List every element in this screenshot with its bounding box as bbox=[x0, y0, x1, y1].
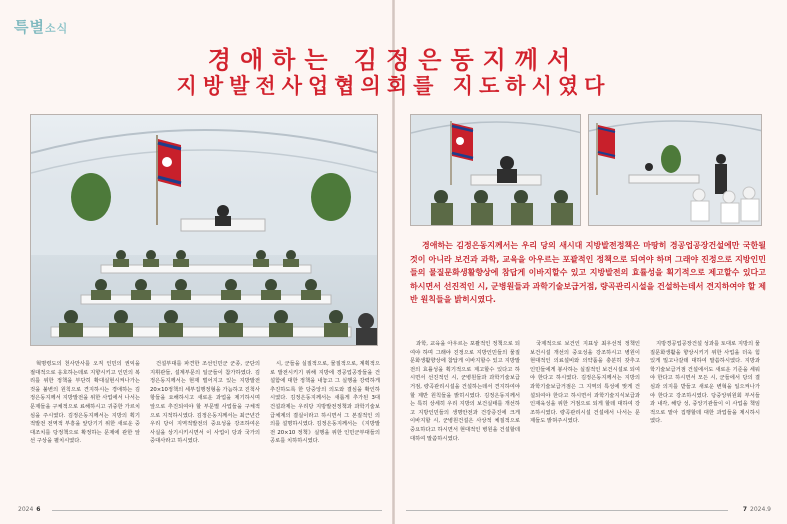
page-number-left: 6 bbox=[36, 506, 41, 513]
section-tag-small: 소식 bbox=[44, 22, 69, 35]
headline-line-1: 경애하는 김정은동지께서 bbox=[207, 46, 580, 74]
body-column-4-text: 과학, 교육을 아우르는 포괄적인 정책으로 되여야 하며 그래야 진정으로 지방인민들의 물질문화생활향상에 참답게 이바지할수 있고 지방발전의 효률성을 획기적으로 제고할수 있다고 하시면서 선진적인 시, 군병원들과 과학기술보급거점, 량곡관리시설을 건설하는데서 견지하여야 할 제반 원칙들을 밝히시였다. 김정은동지께서는 특히 상세히 우리 지방의 보건실태를 개선하고 지방인민들의 생명안전과 건강증진에 크게 이바지할 시, 군병원건설은 사상적 체질적으로 중요하다고 하시면서 현대적인 병원을 건설할데 대하여 말씀하시였다. bbox=[410, 341, 520, 442]
footer-left bbox=[18, 506, 43, 513]
body-column-3 bbox=[270, 360, 380, 498]
body-column-1 bbox=[30, 360, 140, 498]
body-column-1-text: 혁명령도의 천사만사를 오직 인민의 권익을 절대적으로 옹호하는데로 지향시키고 인민의 복리를 위한 정책을 부단히 확대실현시켜나가는 것을 불변의 원칙으로 견지하시는 경애하는 김정은동지께서 지방발전을 위한 사업에서 나서는 문제들을 구체적으로 료해하시고 귀중한 가르치심을 주시였다. 김정은동지께서는 지방의 획기적발전 전역적 부흥을 앞당기기 위한 새로운 중대조치를 당정책으로 확정하는 문제에 관한 앞선 구상을 펼치시였다. bbox=[30, 361, 140, 445]
body-column-5-text: 국제적으로 보건인 지표상 최우선적 정책인 보건시설 개선의 중요성을 강조하시고 병원이 현대적인 의료설비와 의약품을 충분히 갖추고 인민들에게 봉사하는 실질적인 보건시설로 되여야 한다고 하시였다. 김정은동지께서는 지방의 과학기술보급거점은 그 지역의 특성에 맞게 건설되여야 한다고 하시면서 과학기술지식보급과 인재육성을 위한 거점으로 되게 할데 대하여 강조하시였다. 량곡관리시설 건설에서 나서는 문제들도 밝혀주시였다. bbox=[530, 341, 640, 425]
body-column-6-text: 지방경공업공장건설 성과를 토대로 지방의 물질문화생활을 향상시키기 위한 사업을 더욱 힘있게 밀고나갈데 대하여 말씀하시였다. 지방과학기술보급거점 건설에서도 새로운 기준을 세워야 한다고 하시면서 모든 시, 군들에서 당의 결심과 의지를 받들고 새로운 변혁을 일으켜나가야 한다고 강조하시였다. 당중앙위원회 부서들과 내각, 해당 성, 중앙기관들이 이 사업을 책임적으로 맡아 집행할데 대한 과업들을 제시하시였다. bbox=[650, 341, 760, 425]
footer-rule-right bbox=[406, 510, 728, 511]
page-number-right: 7 bbox=[742, 506, 747, 513]
footer-rule-left bbox=[52, 510, 382, 511]
main-photo bbox=[30, 114, 378, 346]
right-photo-1 bbox=[410, 114, 581, 226]
body-column-3-text: 시, 군들을 실질적으로, 물질적으로, 계획적으로 발전시키기 위해 지방에 경공업공장들을 건설함에 대한 정책을 내놓고 그 실행을 강력하게 추진하도록 한 당중앙의 의도와 결심을 확인하시였다. 김정은동지께서는 새롭게 추가된 3대 건설과제는 우리당 지방발전정책과 과학기술보급체계의 결실이라고 하시면서 그 본질적인 의의를 설명하시였다. 김정은동지께서는 《지방발전 20×10 정책》실행을 위한 인민군부대들의 공로를 치하하시였다. bbox=[270, 361, 380, 445]
body-column-2-text: 건설부대를 파견한 조선인민군 군종, 군단의 지휘관들, 설계부문의 일군들이 참가하였다. 김정은동지께서는 현재 벌어지고 있는 지방발전20×10정책의 세부집행정형을 가늠하고 진척사항들을 요해하시고 새로운 과업을 제기하시며 앞으로 추진되여야 할 부문별 사업들을 구체적으로 지적하시였다. 김정은동지께서는 최근년간 우리 당이 지역적발전의 중요성을 강조하여온 사실을 상기시키시면서 이 사업이 당과 국가의 중대사라고 하시였다. bbox=[150, 361, 260, 445]
footer-right-date: 2024.9 bbox=[750, 506, 771, 513]
body-column-4 bbox=[410, 340, 520, 500]
section-tag bbox=[14, 16, 68, 37]
meeting-wide-illustration bbox=[589, 115, 762, 226]
body-column-2 bbox=[150, 360, 260, 498]
lead-paragraph: 경애하는 김정은동지께서는 우리 당의 새시대 지방발전정책은 마땅히 경공업공장건설에만 국한될것이 아니라 보건과 과학, 교육을 아우르는 포괄적인 정책으로 되여야 하며 그래야 진정으로 지방인민들의 물질문화생활향상에 참답게 이바지할수 있고 지방발전의 효률성을 획기적으로 제고할수 있다고 하시면서 선진적인 시, 군병원들과 과학기술보급거점, 량곡관리시설을 건설하는데서 견지하여야 할 제반 원칙들을 밝히시였다. bbox=[410, 241, 766, 305]
meeting-closeup-illustration bbox=[411, 115, 581, 226]
footer-right bbox=[740, 506, 771, 513]
section-tag-big: 특별 bbox=[14, 18, 45, 36]
body-column-6 bbox=[650, 340, 760, 500]
right-photo-2 bbox=[588, 114, 762, 226]
meeting-hall-illustration bbox=[31, 115, 378, 346]
body-column-5 bbox=[530, 340, 640, 500]
headline-line-2: 지방발전사업협의회를 지도하시였다 bbox=[176, 74, 611, 98]
footer-left-year: 2024 bbox=[18, 506, 34, 513]
